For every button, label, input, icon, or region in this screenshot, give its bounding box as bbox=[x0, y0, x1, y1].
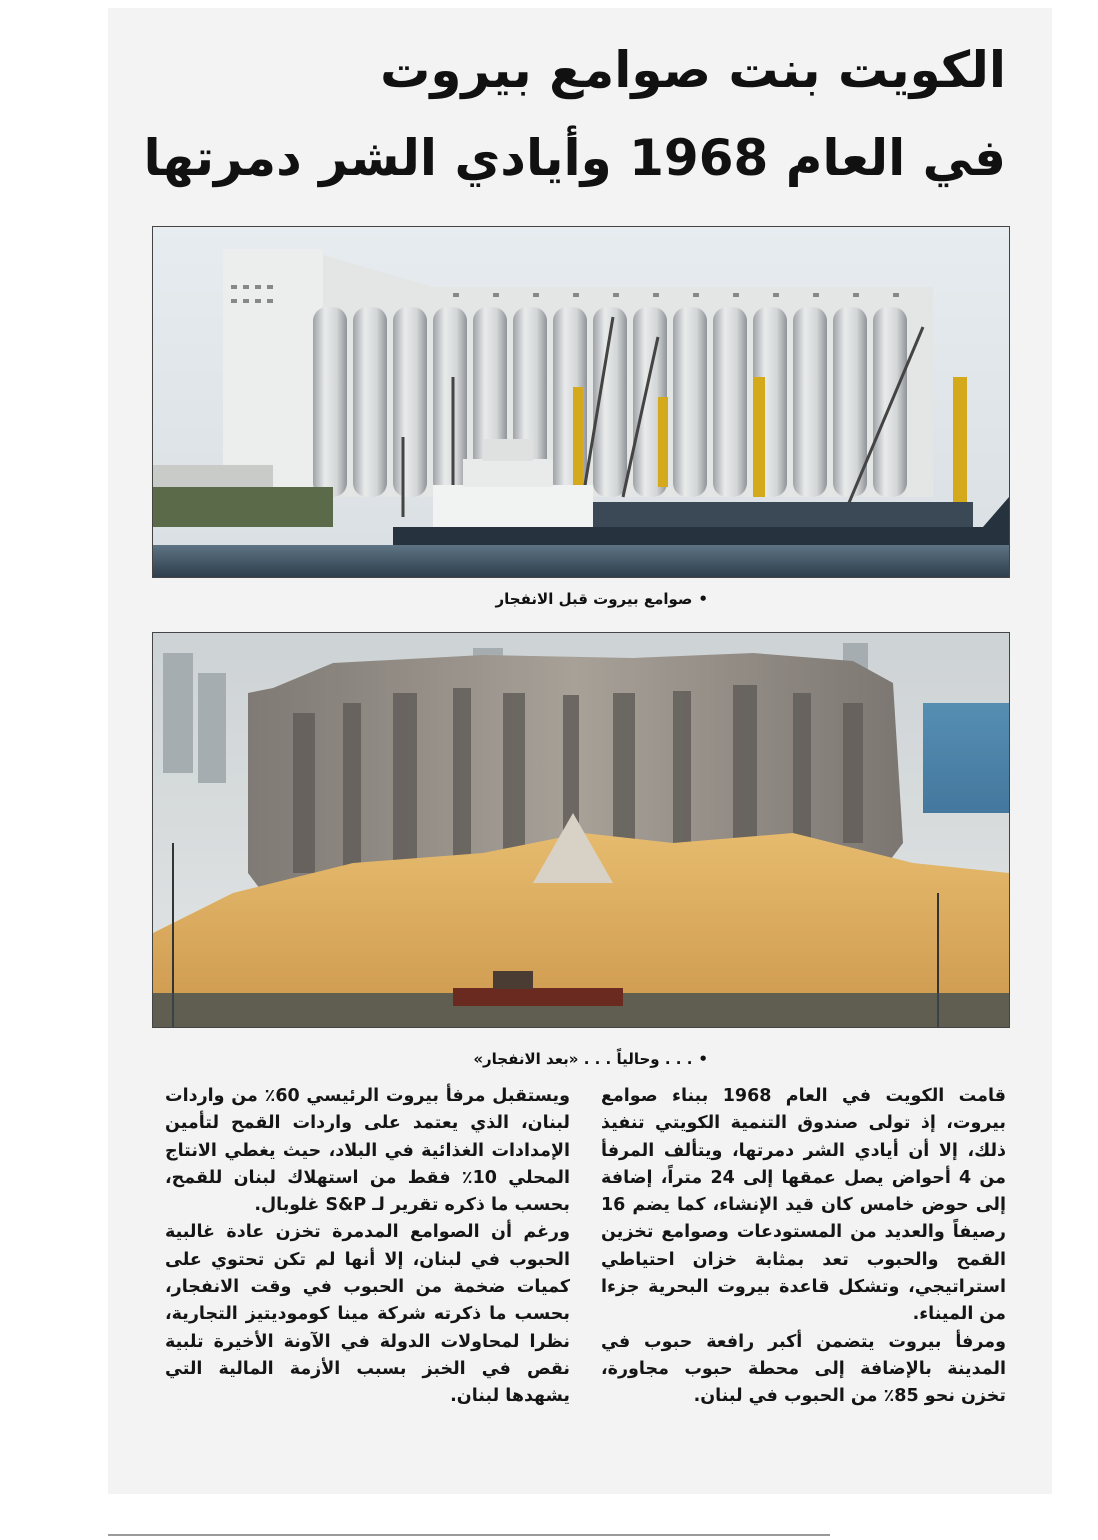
paragraph: ويستقبل مرفأ بيروت الرئيسي 60٪ من واردات لبنان، الذي يعتمد على واردات القمح لتأمين الإمدادات الغذائية في البلاد، حيث يغطي الانتاج المحلي 10٪ فقط من استهلاك لبنان للقمح، بحسب ما ذكره تقرير لـ S&P غلوبال. bbox=[165, 1086, 571, 1216]
article-column-right bbox=[601, 1083, 1006, 1411]
footer-divider bbox=[108, 1534, 830, 1536]
caption-before-text: صوامع بيروت قبل الانفجار bbox=[495, 590, 693, 608]
paragraph: قامت الكويت في العام 1968 ببناء صوامع بيروت، إذ تولى صندوق التنمية الكويتي تنفيذ ذلك، إلا أن أيادي الشر دمرتها، ويتألف المرفأ من 4 أحواض يصل عمقها إلى 24 متراً، إضافة إلى حوض خامس كان قيد الإنشاء، كما يضم 16 رصيفاً والعديد من المستودعات وصوامع تخزين القمح والحبوب تعد بمثابة خزان احتياطي استراتيجي، وتشكل قاعدة بيروت البحرية جزءا من الميناء. bbox=[601, 1086, 1006, 1325]
article-column-left bbox=[165, 1083, 570, 1411]
headline-line-1: الكويت بنت صوامع بيروت bbox=[380, 41, 1006, 99]
caption-after bbox=[473, 1050, 708, 1068]
paragraph: ومرفأ بيروت يتضمن أكبر رافعة حبوب في المدينة بالإضافة إلى محطة حبوب مجاورة، تخزن نحو 85٪ من الحبوب في لبنان. bbox=[601, 1331, 1006, 1407]
caption-before bbox=[496, 590, 708, 608]
photo-silos-after bbox=[152, 632, 1010, 1028]
photo-silos-before bbox=[152, 226, 1010, 578]
headline-line-2: في العام 1968 وأيادي الشر دمرتها bbox=[143, 129, 1006, 187]
bullet-icon: • bbox=[698, 590, 708, 608]
bullet-icon: • bbox=[698, 1050, 708, 1068]
paragraph: ورغم أن الصوامع المدمرة تخزن عادة غالبية الحبوب في لبنان، إلا أنها لم تكن تحتوي على كميات ضخمة من الحبوب في وقت الانفجار، بحسب ما ذكرته شركة مينا كوموديتيز التجارية، نظرا لمحاولات الدولة في الآونة الأخيرة تلبية نقص في الخبز بسبب الأزمة المالية التي يشهدها لبنان. bbox=[165, 1222, 570, 1407]
caption-after-text: . . . وحالياً . . . «بعد الانفجار» bbox=[473, 1050, 693, 1068]
